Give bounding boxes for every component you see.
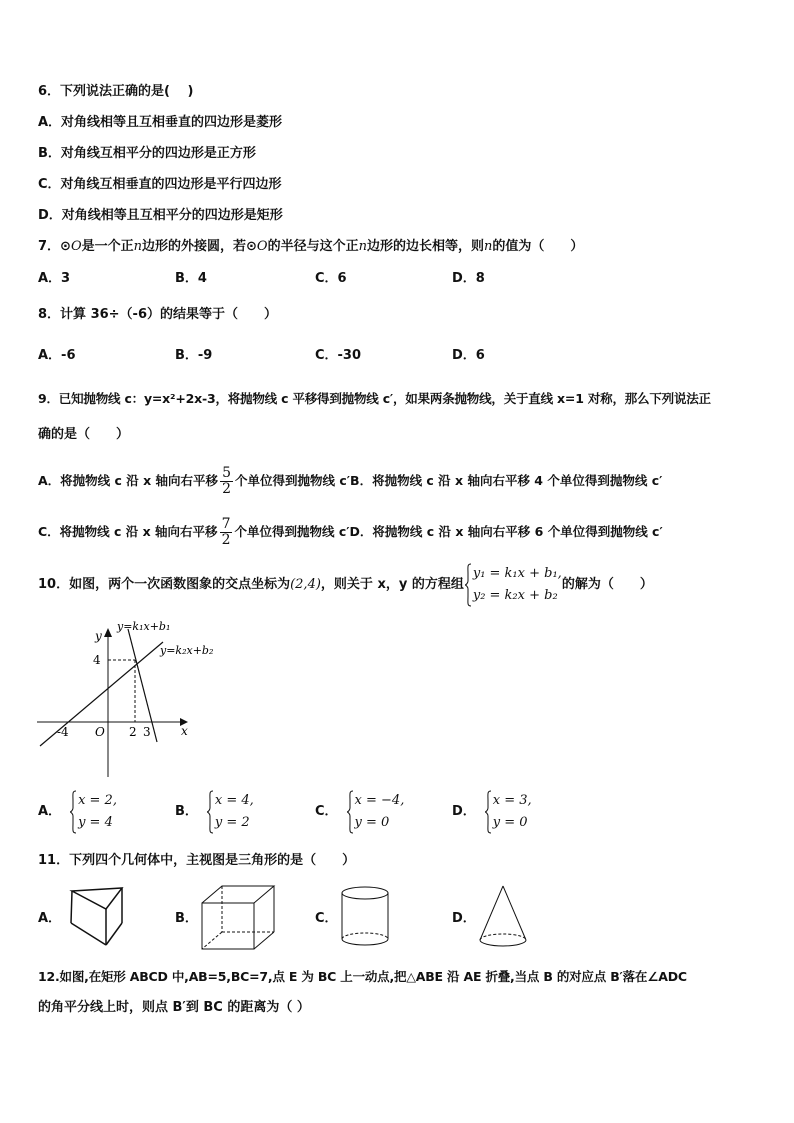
q11-label-c: C． (315, 911, 338, 926)
tick-x3: 3 (143, 725, 151, 739)
brace-icon (206, 790, 214, 834)
x-axis-label: x (181, 724, 188, 738)
brace-icon (464, 563, 472, 607)
q9-option-ab: A．将抛物线 c 沿 x 轴向右平移 $\frac{5}{2}$ 个单位得到抛物线 c′B．将抛物线 c 沿 x 轴向右平移 4 个单位得到抛物线 c′ (38, 465, 663, 497)
q10-option-a: A． x = 2, y = 4 (38, 790, 117, 834)
q10-option-d: D． x = 3, y = 0 (452, 790, 532, 834)
q6-option-d: D．对角线相等且互相平分的四边形是矩形 (38, 208, 283, 223)
q7-option-c: C．6 (315, 271, 347, 286)
q12-line2: 的角平分线上时，则点 B′到 BC 的距离为（ ） (38, 1000, 310, 1015)
equation-system: y₁ = k₁x + b₁, y₂ = k₂x + b₂ (464, 563, 562, 607)
brace-icon (484, 790, 492, 834)
q7-stem: 7．⊙O是一个正n边形的外接圆，若⊙O的半径与这个正n边形的边长相等，则n的值为（ ） (38, 239, 584, 254)
q8-option-d: D．6 (452, 348, 485, 363)
q9-option-cd: C．将抛物线 c 沿 x 轴向右平移 $\frac{7}{2}$ 个单位得到抛物线 c′D．将抛物线 c 沿 x 轴向右平移 6 个单位得到抛物线 c′ (38, 516, 663, 548)
q8-option-a: A．-6 (38, 348, 76, 363)
triangular-prism-icon (64, 883, 134, 949)
tick-y4: 4 (93, 653, 101, 667)
q7-option-a: A．3 (38, 271, 71, 286)
q6-option-c: C．对角线互相垂直的四边形是平行四边形 (38, 177, 282, 192)
tick-xm4: -4 (57, 725, 69, 739)
q6-option-b: B．对角线互相平分的四边形是正方形 (38, 146, 256, 161)
cylinder-icon (338, 883, 394, 949)
origin-label: O (95, 725, 105, 739)
q11-stem: 11．下列四个几何体中，主视图是三角形的是（ ） (38, 853, 356, 868)
q7-option-d: D．8 (452, 271, 485, 286)
q10-option-c: C． x = −4, y = 0 (315, 790, 404, 834)
label-line2: y=k₂x+b₂ (160, 644, 214, 657)
q12-line1: 12.如图,在矩形 ABCD 中,AB=5,BC=7,点 E 为 BC 上一动点,把△ABE 沿 AE 折叠,当点 B 的对应点 B′落在∠ADC (38, 969, 687, 984)
y-axis-label: y (95, 629, 102, 643)
q6-stem: 6．下列说法正确的是( ) (38, 84, 194, 99)
q11-label-a: A． (38, 911, 62, 926)
q11-label-b: B． (175, 911, 198, 926)
cone-icon (476, 883, 532, 949)
q10-stem: 10．如图，两个一次函数图象的交点坐标为(2,4)，则关于 x，y 的方程组 y₁ = k₁x + b₁, y₂ = k₂x + b₂ 的解为（ ） (38, 561, 653, 609)
cube-icon (198, 883, 280, 953)
q8-option-b: B．-9 (175, 348, 213, 363)
q7-option-b: B．4 (175, 271, 207, 286)
fraction-5-2: $\frac{5}{2}$ (222, 465, 231, 497)
q9-stem-line2: 确的是（ ） (38, 427, 130, 442)
q11-label-d: D． (452, 911, 476, 926)
tick-x2: 2 (129, 725, 137, 739)
label-line1: y=k₁x+b₁ (117, 620, 171, 633)
brace-icon (69, 790, 77, 834)
q8-stem: 8．计算 36÷（-6）的结果等于（ ） (38, 307, 277, 322)
q6-option-a: A．对角线相等且互相垂直的四边形是菱形 (38, 115, 283, 130)
q9-stem-line1: 9．已知抛物线 c：y=x²+2x-3，将抛物线 c 平移得到抛物线 c′，如果两条抛物线，关于直线 x=1 对称，那么下列说法正 (38, 391, 711, 406)
brace-icon (346, 790, 354, 834)
q10-graph (35, 612, 225, 782)
y-arrow-icon (104, 628, 112, 637)
q10-option-b: B． x = 4, y = 2 (175, 790, 254, 834)
fraction-7-2: $\frac{7}{2}$ (221, 516, 231, 548)
q8-option-c: C．-30 (315, 348, 362, 363)
